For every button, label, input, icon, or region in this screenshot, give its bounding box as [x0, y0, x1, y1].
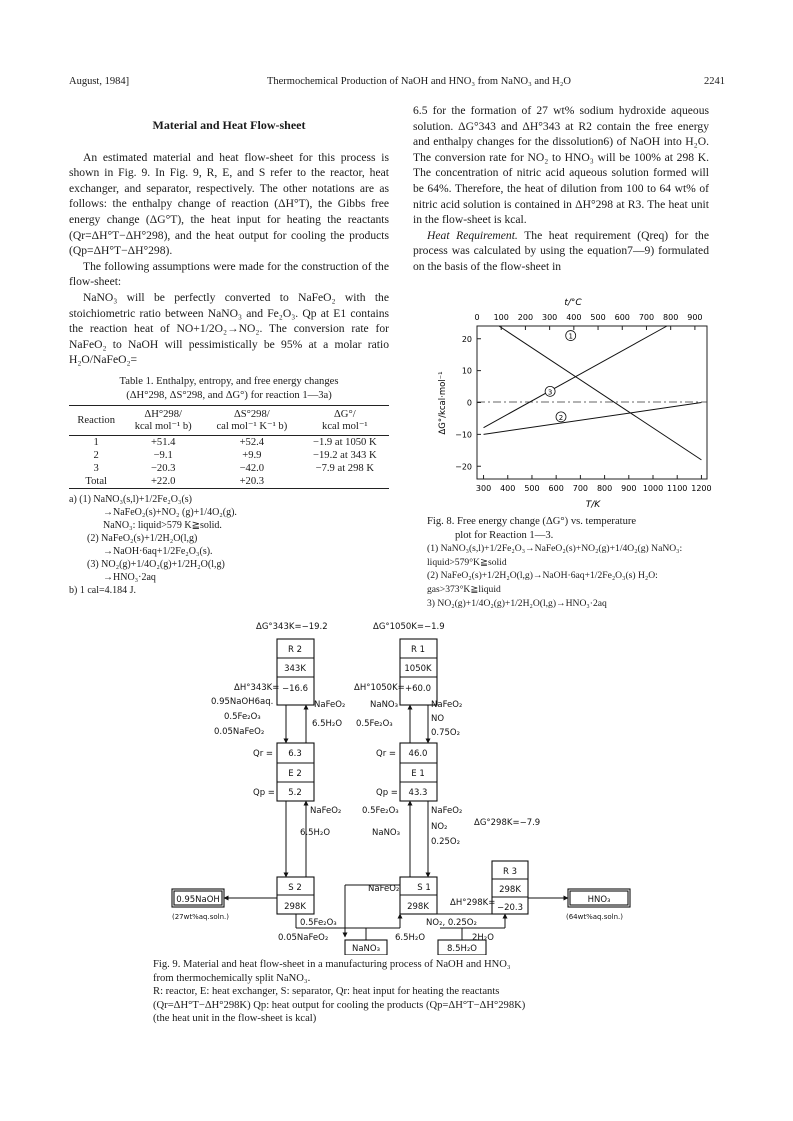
- y-axis-label: ΔG°/kcal·mol⁻¹: [438, 371, 448, 435]
- thermo-table: [69, 405, 389, 489]
- dg343-label: ΔG°343K=−19.2: [256, 622, 328, 632]
- paragraph-assumptions: The following assumptions were made for the construction of the flow-sheet:: [69, 259, 389, 289]
- table-row: 1 +51.4 +52.4 −1.9 at 1050 K: [93, 437, 377, 449]
- series-lines: [484, 326, 702, 460]
- paragraph-conversion: NaNO₃ will be perfectly converted to NaFeO₂ with the stoichiometric ratio between NaNO₃ and Fe₂O₃. Qp at E1 contains the reaction heat of NO+1/2O₂→NO₂. The conversion rate for NaFeO₂ to NaOH will pessimistically be 95% at a molar ratio H₂O/NaFeO₂=: [69, 290, 389, 367]
- stream-nafeo2-r1: NaFeO₂: [431, 700, 463, 710]
- table-row: 2 −9.1 +9.9 −19.2 at 343 K: [93, 450, 377, 462]
- x-tick-label: 800: [596, 484, 613, 493]
- qr-label-e1: Qr =: [376, 749, 397, 759]
- s1-no2: NO₂, 0.25O₂: [426, 918, 477, 928]
- fig8-chart: [405, 293, 735, 513]
- input-h2o: 8.5H₂O: [446, 944, 478, 954]
- top-tick-label: 100: [493, 313, 509, 322]
- y-tick-label: 20: [461, 334, 472, 344]
- top-tick-label: 500: [590, 313, 606, 322]
- x-tick-label: 900: [621, 484, 637, 493]
- x-tick-label: 300: [475, 484, 492, 493]
- e1-qp: 43.3: [408, 788, 428, 798]
- r3-label: R 3: [502, 867, 518, 877]
- series-line: [484, 403, 702, 435]
- qp-label-e2: Qp =: [253, 788, 275, 798]
- fig9-flowsheet: [0, 615, 793, 955]
- running-header-title: Thermochemical Production of NaOH and HNO₃ from NaNO₃ and H₂O: [266, 76, 572, 87]
- y-tick-label: 10: [461, 366, 472, 376]
- dh343-label: ΔH°343K=: [234, 683, 280, 693]
- section-title: Material and Heat Flow-sheet: [152, 118, 306, 132]
- series-label: 2: [558, 413, 564, 422]
- x-tick-label: 1100: [667, 484, 688, 493]
- series-label: 1: [568, 332, 573, 341]
- hno3-note: (64wt%aq.soln.): [566, 913, 623, 921]
- stream-o2-r1: 0.75O₂: [431, 728, 461, 738]
- x-axis-ticks: [476, 475, 712, 493]
- paragraph-continued: 6.5 for the formation of 27 wt% sodium hydroxide aqueous solution. ΔG°343 and ΔH°343 at R2 contain the free energy and enthalpy changes for the dissolution6) of NaOH into H₂O. The conversion rate for NO₂ to HNO₃ will be 100% at 298 K. The concentration of nitric acid aqueous solution formed will be 64%. Therefore, the heat of dilution from 100 to 64 wt% of nitric acid solution is contained in ΔH°298 at R3. The heat unit in the flow-sheet is kcal.: [413, 104, 709, 227]
- dg1050-label: ΔG°1050K=−1.9: [373, 622, 445, 632]
- x-tick-label: 400: [500, 484, 516, 493]
- dh298-label: ΔH°298K=: [450, 898, 496, 908]
- e1-qr: 46.0: [408, 749, 428, 759]
- r1-label: R 1: [410, 645, 426, 655]
- plot-frame: [477, 326, 707, 479]
- th-dg: ΔG°/ kcal mol⁻¹: [301, 406, 389, 436]
- th-ds: ΔS°298/ cal mol⁻¹ K⁻¹ b): [203, 406, 301, 436]
- stream-no-r1: NO: [431, 714, 445, 724]
- x-tick-label: 600: [548, 484, 564, 493]
- qr-label-e2: Qr =: [253, 749, 274, 759]
- naoh-note: (27wt%aq.soln.): [172, 913, 229, 921]
- th-dh: ΔH°298/ kcal mol⁻¹ b): [123, 406, 203, 436]
- s2-label: S 2: [288, 883, 302, 893]
- s2-nafeo2: 0.05NaFeO₂: [278, 933, 329, 943]
- left-column: [69, 118, 389, 368]
- r2-dh: −16.6: [281, 684, 309, 694]
- r2-temp: 343K: [284, 664, 306, 674]
- feed-naoh: 0.95NaOH6aq.: [211, 697, 274, 707]
- s1-label: S 1: [417, 883, 431, 893]
- y-tick-label: −20: [455, 462, 472, 472]
- x-tick-label: 1000: [642, 484, 664, 493]
- table-row: 3 −20.3 −42.0 −7.9 at 298 K: [93, 463, 374, 475]
- r3-temp: 298K: [499, 885, 521, 895]
- s2-fe2o3: 0.5Fe₂O₃: [300, 918, 337, 928]
- x-axis-label: T/K: [585, 500, 601, 510]
- s1-nafeo2: NaFeO₂: [368, 884, 400, 894]
- top-tick-label: 900: [687, 313, 703, 322]
- stream-nano3-e1: NaNO₃: [372, 828, 401, 838]
- x-tick-label: 1200: [691, 484, 712, 493]
- qp-label-e1: Qp =: [376, 788, 398, 798]
- stream-nafeo2-r2: NaFeO₂: [314, 700, 346, 710]
- top-axis-ticks: [474, 313, 702, 330]
- stream-o2-e1: 0.25O₂: [431, 837, 461, 847]
- s1-temp: 298K: [407, 902, 429, 912]
- x-tick-label: 700: [572, 484, 589, 493]
- stream-nafeo2-e2: NaFeO₂: [310, 806, 342, 816]
- series-line: [484, 326, 667, 428]
- y-tick-label: 0: [466, 398, 472, 408]
- stream-no2-e1: NO₂: [431, 822, 448, 832]
- x-tick-label: 500: [524, 484, 540, 493]
- stream-nafeo2-e1: NaFeO₂: [431, 806, 463, 816]
- y-tick-label: −10: [455, 430, 472, 440]
- fig9-caption: Fig. 9. Material and heat flow-sheet in a manufacturing process of NaOH and HNO₃ from thermochemically split NaNO₃. R: reactor, E: heat exchanger, S: separator, Qr: heat input for heating the reactants (Qr=ΔH°T−ΔH°298K) Qp: heat output for cooling the products (Qp=ΔH°T−ΔH°298K) (the heat unit in the flow-sheet is kcal): [153, 959, 526, 1025]
- th-reaction: Reaction: [69, 406, 123, 436]
- top-tick-label: 600: [614, 313, 630, 322]
- input-nano3: NaNO₃: [351, 944, 381, 954]
- right-column: [413, 103, 709, 275]
- stream-nano3-r1: NaNO₃: [370, 700, 399, 710]
- e2-qp: 5.2: [288, 788, 302, 798]
- top-axis-label: t/°C: [564, 298, 582, 308]
- table-footnotes: a) (1) NaNO₃(s,l)+1/2Fe₂O₃(s) →NaFeO₂(s)+NO₂ (g)+1/4O₂(g). NaNO₃: liquid>579 K≧solid. (2) NaFeO₂(s)+1/2H₂O(l,g) →NaOH·6aq+1/2Fe₂O₃(s). (3) NO₂(g)+1/4O₂(g)+1/2H₂O(l,g) →HNO₃·2aq b) 1 cal=4.184 J.: [69, 494, 237, 597]
- stream-fe2o3-r1: 0.5Fe₂O₃: [356, 719, 393, 729]
- fig8-caption: Fig. 8. Free energy change (ΔG°) vs. temperature plot for Reaction 1—3. (1) NaNO₃(s,l)+1/2Fe₂O₃→NaFeO₂(s)+NO₂(g)+1/4O₂(g) NaNO₃: liquid>579°K≧solid (2) NaFeO₂(s)+1/2H₂O(l,g)→NaOH·6aq+1/2Fe₂O₃(s) H₂O: gas>373°K≧liquid 3) NO₂(g)+1/4O₂(g)+1/2H₂O(l,g)→HNO₃·2aq: [427, 516, 683, 609]
- e2-qr: 6.3: [288, 749, 302, 759]
- stream-h2o-e2: 6.5H₂O: [300, 828, 331, 838]
- page-number: 2241: [704, 76, 725, 87]
- table-row: Total +22.0 +20.3: [69, 475, 389, 489]
- dg298-label: ΔG°298K=−7.9: [474, 818, 541, 828]
- top-tick-label: 300: [541, 313, 558, 322]
- series-label: 3: [547, 388, 553, 397]
- top-tick-label: 800: [663, 313, 679, 322]
- feed-fe2o3: 0.5Fe₂O₃: [224, 712, 261, 722]
- r1-temp: 1050K: [404, 664, 432, 674]
- top-tick-label: 200: [517, 313, 534, 322]
- e2-label: E 2: [288, 769, 302, 779]
- stream-h2o-r2: 6.5H₂O: [312, 719, 343, 729]
- top-tick-label: 0: [474, 313, 480, 322]
- top-tick-label: 700: [638, 313, 655, 322]
- r3-dh: −20.3: [496, 903, 524, 913]
- r2-label: R 2: [287, 645, 303, 655]
- heat-requirement-title: Heat Requirement.: [427, 228, 518, 242]
- running-header-left: August, 1984]: [69, 76, 130, 87]
- stream-fe2o3-e1: 0.5Fe₂O₃: [362, 806, 399, 816]
- s2-temp: 298K: [284, 902, 306, 912]
- dh1050-label: ΔH°1050K=: [354, 683, 405, 693]
- hno3-product: HNO₃: [587, 895, 611, 905]
- feed-nafeo2: 0.05NaFeO₂: [214, 727, 265, 737]
- top-tick-label: 400: [566, 313, 582, 322]
- naoh-product: 0.95NaOH: [176, 895, 220, 905]
- paragraph-heat-requirement: Heat Requirement. The heat requirement (Qreq) for the process was calculated by using the equation7—9) formulated on the basis of the flow-sheet in: [413, 228, 710, 273]
- paragraph-flowsheet: An estimated material and heat flow-sheet for this process is shown in Fig. 9. In Fig. 9, R, E, and S refer to the reactor, heat exchanger, and separator, respectively. The other notations are as follows: the enthalpy change of reaction (ΔH°T), the Gibbs free energy change (ΔG°T), the heat input for heating the reactants (Qr=ΔH°T−ΔH°298), and the heat output for cooling the products (Qp=ΔH°T−ΔH°298).: [69, 150, 389, 258]
- stream-h2o-bottom: 6.5H₂O: [395, 933, 426, 943]
- table-1: [69, 375, 389, 597]
- table-caption: Table 1. Enthalpy, entropy, and free energy changes (ΔH°298, ΔS°298, and ΔG°) for reaction 1—3a): [119, 376, 339, 401]
- e1-label: E 1: [411, 769, 425, 779]
- series-line: [499, 326, 701, 460]
- r1-dh: +60.0: [404, 684, 432, 694]
- stream-2h2o: 2H₂O: [472, 933, 494, 943]
